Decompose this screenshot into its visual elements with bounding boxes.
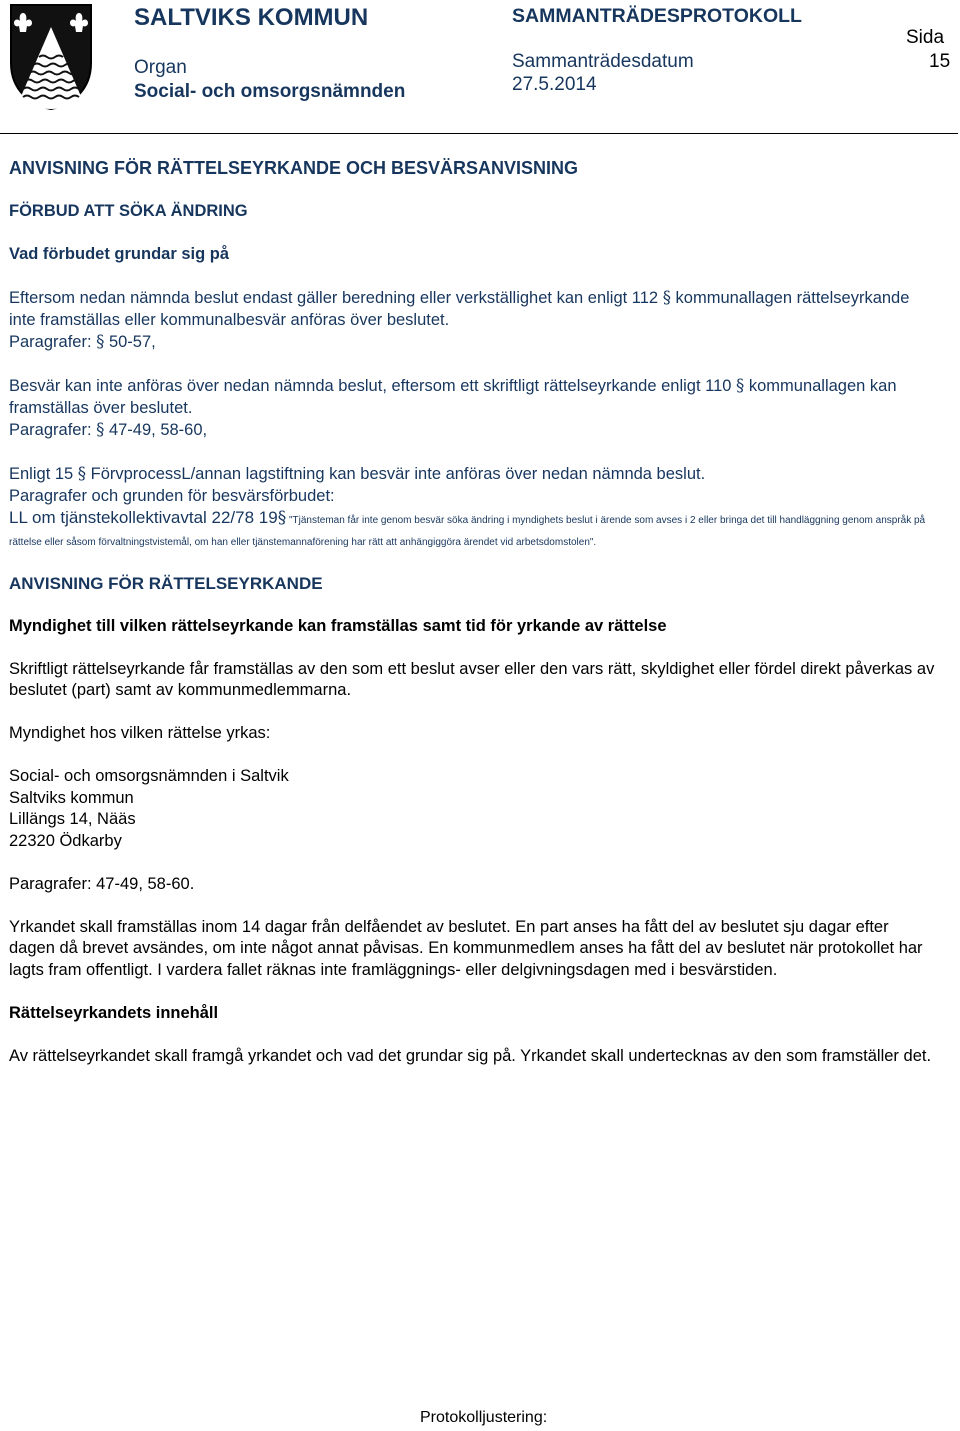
section-sign: § [662, 288, 671, 307]
document-body [9, 158, 939, 1067]
rectification-paragraph-3: Yrkandet skall framställas inom 14 dagar från delfåendet av beslutet. En part anses ha fått del av beslutet sju dagar efter dagen då brevet avsändes, om inte något annat påvisas. En kommunmedlem anses ha fått del av beslutet när protokollet har lagts fram offentligt. I vardera fallet räknas inte framläggnings- eller delgivningsdagen med i besvärstiden. [9, 917, 923, 979]
paragraph-preparation: Eftersom nedan nämnda beslut endast gäller beredning eller verkställighet kan enligt 112 § kommunallagen rättelseyrkande inte framställas eller kommunalbesvär anföras över beslutet. [9, 288, 910, 329]
protocol-title: SAMMANTRÄDESPROTOKOLL [512, 5, 802, 27]
paragraph-appeal: Besvär kan inte anföras över nedan nämnda beslut, eftersom ett skriftligt rättelseyrkande enligt 110 § kommunallagen kan framställas över beslutet. [9, 376, 897, 417]
rectification-title: ANVISNING FÖR RÄTTELSEYRKANDE [9, 573, 323, 593]
main-title: ANVISNING FÖR RÄTTELSEYRKANDE OCH BESVÄRSANVISNING [9, 158, 579, 178]
content-title: Rättelseyrkandets innehåll [9, 1003, 219, 1022]
section-sign: § [736, 376, 745, 395]
ban-title: FÖRBUD ATT SÖKA ÄNDRING [9, 202, 248, 220]
address-line-2: Saltviks kommun [9, 788, 134, 807]
rectification-paragraph-1: Skriftligt rättelseyrkande får framställas av den som ett beslut avser eller den vars rätt, skyldighet eller fördel direkt påverkas av beslutet (part) samt av kommunmedlemmarna. [9, 659, 935, 699]
address-line-1: Social- och omsorgsnämnden i Saltvik [9, 767, 289, 785]
meeting-date-label: Sammanträdesdatum [512, 51, 694, 72]
coat-of-arms-logo [9, 3, 93, 111]
section-sign: § [77, 464, 87, 483]
rectification-paragraphs: Paragrafer: 47-49, 58-60. [9, 874, 195, 893]
content-paragraph: Av rättelseyrkandet skall framgå yrkandet och vad det grundar sig på. Yrkandet skall undertecknas av den som framställer det. [9, 1046, 932, 1065]
paragraphs-list-2: Paragrafer: § 47-49, 58-60, [9, 420, 208, 439]
grounds-label: Paragrafer och grunden för besvärsförbudet: [9, 486, 335, 505]
page-label: Sida [906, 27, 945, 48]
rectification-subtitle: Myndighet till vilken rättelseyrkande kan framställas samt tid för yrkande av rättelse [9, 616, 667, 635]
address-line-4: 22320 Ödkarby [9, 831, 122, 850]
section-sign: § [277, 508, 287, 528]
paragraphs-list-1: Paragrafer: § 50-57, [9, 332, 156, 351]
rectification-authority-label: Myndighet hos vilken rättelse yrkas: [9, 724, 271, 742]
page-number: 15 [929, 51, 951, 72]
protocol-verification-label: Protokolljustering: [420, 1409, 548, 1426]
law-quote: LL om tjänstekollektivavtal 22/78 19§ "Tjänsteman får inte genom besvär söka ändring i myndighets beslut i ärende som avses i 2 eller bringa det till handläggning genom anspråk på rättelse eller såsom förvaltningstvistemål, om han eller tjänstemannaförening har rätt att anhängiggöra ärendet vid arbetsdomstolen". [9, 508, 926, 548]
organ-label: Organ [134, 57, 187, 78]
header-rule [0, 133, 958, 134]
municipality-name: SALTVIKS KOMMUN [134, 4, 369, 31]
address-line-3: Lillängs 14, Nääs [9, 810, 136, 828]
ban-subtitle: Vad förbudet grundar sig på [9, 245, 230, 263]
section-sign: § [96, 332, 105, 351]
organ-value: Social- och omsorgsnämnden [134, 81, 406, 102]
section-sign: § [96, 420, 105, 439]
meeting-date-value: 27.5.2014 [512, 74, 597, 95]
paragraph-other-law: Enligt 15 § FörvprocessL/annan lagstiftning kan besvär inte anföras över nedan nämnda beslut. [9, 464, 706, 483]
